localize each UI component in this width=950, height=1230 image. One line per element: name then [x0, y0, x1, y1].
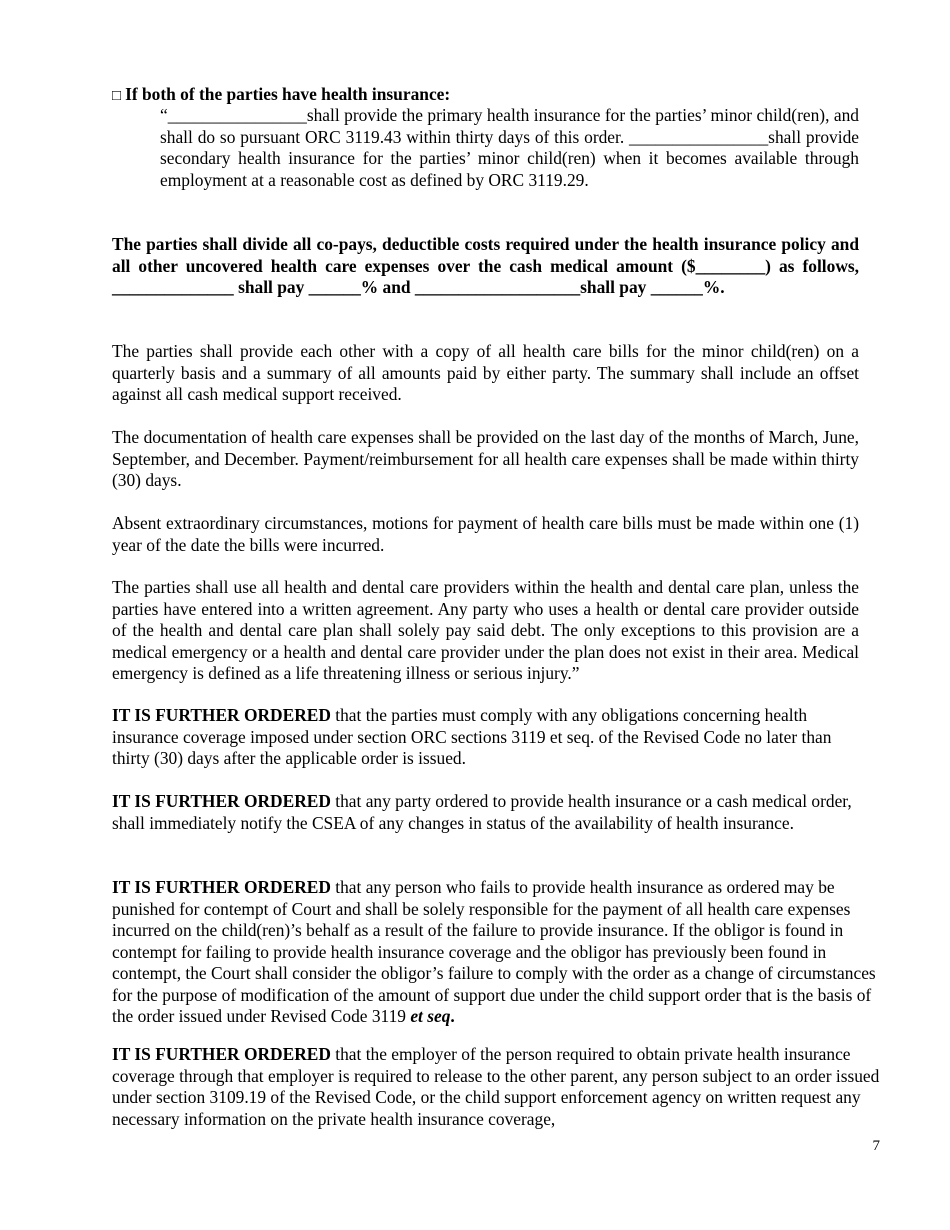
order-employer: [112, 1044, 882, 1130]
paragraph-documentation: The documentation of health care expenses shall be provided on the last day of the months of March, June, September, and December. Payment/reimbursement for all health care expenses shall be made within thirty (30) days.: [112, 427, 859, 490]
paragraph-bills: The parties shall provide each other with a copy of all health care bills for the minor child(ren) on a quarterly basis and a summary of all amounts paid by either party. The summary shall include an offset against all cash medical support received.: [112, 341, 859, 404]
order-text: that any person who fails to provide health insurance as ordered may be punished for contempt of Court and shall be solely responsible for the payment of all health care expenses incurred on the child(ren)’s behalf as a result of the failure to provide insurance. If the obligor is found in contempt for failing to provide health insurance coverage and the obligor has previously been found in contempt, the Court shall consider the obligor’s failure to comply with the order as a change of circumstances for the purpose of modification of the amount of support due under the child support order that is the basis of the order issued under Revised Code 3119: [112, 877, 876, 1026]
order-notify-csea: [112, 791, 872, 834]
order-lead: IT IS FURTHER ORDERED: [112, 705, 331, 725]
order-end-punct: .: [450, 1006, 455, 1026]
order-lead: IT IS FURTHER ORDERED: [112, 791, 331, 811]
order-text: that any party ordered to provide health insurance or a cash medical order, shall immediately notify the CSEA of any changes in status of the availability of health insurance.: [112, 791, 852, 833]
checkbox-icon[interactable]: □: [112, 88, 122, 104]
section-heading-text: If both of the parties have health insurance:: [125, 84, 451, 104]
order-lead: IT IS FURTHER ORDERED: [112, 1044, 331, 1064]
page-number: 7: [872, 1138, 880, 1154]
order-text: that the employer of the person required to obtain private health insurance coverage through that employer is required to release to the other parent, any person subject to an order issued under section 3109.19 of the Revised Code, or the child support enforcement agency on written request any necessary information on the private health insurance coverage,: [112, 1044, 880, 1129]
insurance-clause: “________________shall provide the primary health insurance for the parties’ minor child(ren), and shall do so pursuant ORC 3119.43 within thirty days of this order. ________________shall provide secondary health insurance for the parties’ minor child(ren) when it becomes available through employment at a reasonable cost as defined by ORC 3119.29.: [160, 105, 859, 190]
order-compliance: [112, 705, 872, 770]
order-italic-citation: et seq: [410, 1006, 451, 1026]
section-heading: [112, 84, 859, 108]
copay-paragraph: The parties shall divide all co-pays, deductible costs required under the health insurance policy and all other uncovered health care expenses over the cash medical amount ($________) as follows, ______________ shall pay ______% and ___________________shall pay ______%.: [112, 234, 859, 297]
order-text: that the parties must comply with any obligations concerning health insurance coverage imposed under section ORC sections 3119 et seq. of the Revised Code no later than thirty (30) days after the applicable order is issued.: [112, 705, 832, 768]
paragraph-motions: Absent extraordinary circumstances, motions for payment of health care bills must be made within one (1) year of the date the bills were incurred.: [112, 513, 859, 555]
order-lead: IT IS FURTHER ORDERED: [112, 877, 331, 897]
order-contempt: [112, 877, 882, 1028]
paragraph-providers: The parties shall use all health and dental care providers within the health and dental care plan, unless the parties have entered into a written agreement. Any party who uses a health or dental care provider outside of the health and dental care plan shall solely pay said debt. The only exceptions to this provision are a medical emergency or a health and dental care provider under the plan does not exist in their area. Medical emergency is defined as a life threatening illness or serious injury.”: [112, 577, 859, 683]
